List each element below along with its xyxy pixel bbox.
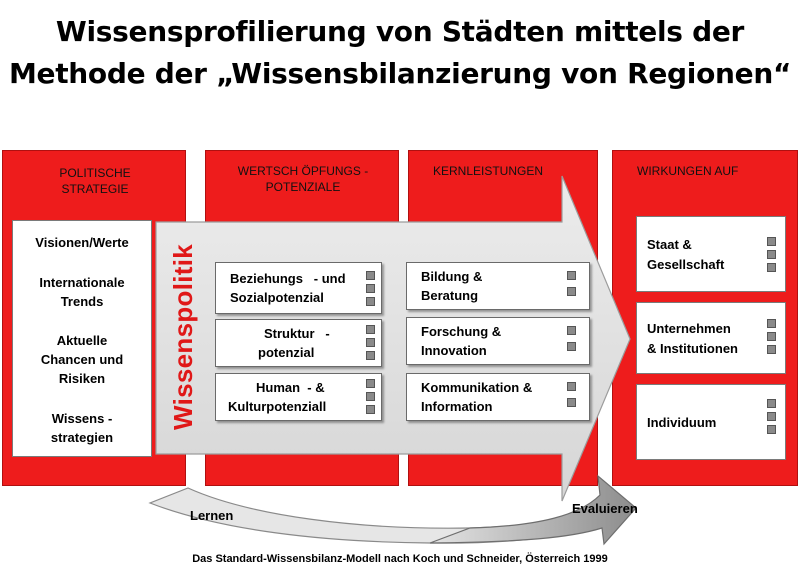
strategy-item: Wissens - (51, 411, 113, 426)
indicator-square (767, 237, 776, 246)
effect-box-staat (636, 216, 786, 292)
potential-line: potenzial (258, 345, 315, 360)
header-line: WERTSCH ÖPFUNGS - (237, 164, 369, 178)
strategy-item: Chancen und (40, 352, 124, 367)
effect-line: Gesellschaft (647, 257, 725, 272)
strategy-item: Visionen/Werte (35, 235, 129, 250)
wissenspolitik-label: Wissenspolitik (168, 243, 198, 430)
core-service-box-forschung (406, 317, 590, 365)
indicator-square (767, 412, 776, 421)
indicator-square (366, 297, 375, 306)
potential-box-beziehung (215, 262, 382, 314)
potential-line: Struktur - (264, 326, 330, 341)
potential-line: Human - & (256, 380, 325, 395)
strategy-item: Aktuelle (56, 333, 108, 348)
indicator-square (366, 379, 375, 388)
potential-line: Sozialpotenzial (230, 290, 324, 305)
indicator-square (366, 405, 375, 414)
diagram-title-line-2: Methode der „Wissensbilanzierung von Regionen“ (8, 57, 792, 90)
core-service-line: Beratung (421, 288, 479, 303)
indicator-square (767, 425, 776, 434)
potential-box-human (215, 373, 382, 421)
effect-box-individuum (636, 384, 786, 460)
diagram-title-line-1: Wissensprofilierung von Städten mittels der (55, 15, 745, 48)
strategy-item: Trends (60, 294, 104, 309)
column-header-kernleistungen: KERNLEISTUNGEN (433, 164, 544, 178)
core-service-box-bildung (406, 262, 590, 310)
strategy-list-box (12, 220, 152, 457)
core-service-line: Innovation (421, 343, 487, 358)
indicator-square (567, 398, 576, 407)
potential-line: Kulturpotenziall (228, 399, 327, 414)
indicator-square (767, 332, 776, 341)
indicator-square (567, 342, 576, 351)
core-service-line: Kommunikation & (421, 380, 533, 395)
core-service-box-kommunikation (406, 373, 590, 421)
feedback-label-evaluieren: Evaluieren (572, 501, 638, 516)
indicator-square (567, 271, 576, 280)
effect-line: Staat & (647, 237, 692, 252)
indicator-square (366, 284, 375, 293)
effect-box-unternehmen (636, 302, 786, 374)
header-line: STRATEGIE (61, 182, 129, 196)
indicator-square (567, 326, 576, 335)
effect-line: Unternehmen (647, 321, 731, 336)
indicator-square (567, 287, 576, 296)
indicator-square (767, 345, 776, 354)
diagram-caption: Das Standard-Wissensbilanz-Modell nach Koch und Schneider, Österreich 1999 (192, 553, 608, 565)
indicator-square (366, 325, 375, 334)
feedback-label-lernen: Lernen (190, 508, 234, 523)
header-line: POLITISCHE (59, 166, 131, 180)
effect-line: Individuum (647, 415, 717, 430)
indicator-square (767, 263, 776, 272)
strategy-item: Internationale (39, 275, 125, 290)
indicator-square (366, 351, 375, 360)
strategy-item: strategien (50, 430, 114, 445)
core-service-line: Forschung & (421, 324, 502, 339)
header-line: POTENZIALE (265, 180, 341, 194)
effect-line: & Institutionen (647, 341, 738, 356)
indicator-square (767, 319, 776, 328)
indicator-square (366, 271, 375, 280)
core-service-line: Information (421, 399, 493, 414)
indicator-square (366, 392, 375, 401)
core-service-line: Bildung & (421, 269, 483, 284)
strategy-item: Risiken (58, 371, 106, 386)
indicator-square (767, 250, 776, 259)
indicator-square (767, 399, 776, 408)
indicator-square (567, 382, 576, 391)
potential-line: Beziehungs - und (230, 271, 346, 286)
column-header-wirkungen: WIRKUNGEN AUF (637, 164, 739, 178)
indicator-square (366, 338, 375, 347)
potential-box-struktur (215, 319, 382, 367)
